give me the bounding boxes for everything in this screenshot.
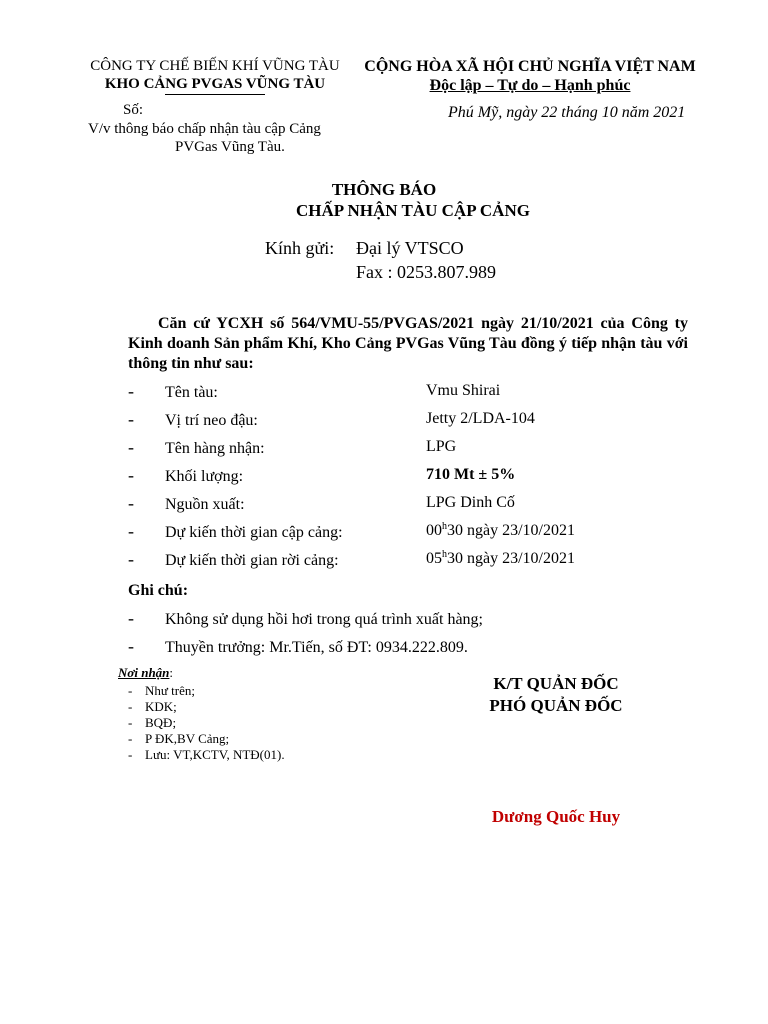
date-line: Phú Mỹ, ngày 22 tháng 10 năm 2021: [448, 104, 686, 121]
bullet-dash: -: [128, 409, 134, 429]
signer-name: Dương Quốc Huy: [491, 807, 621, 826]
detail-value: 710 Mt ± 5%: [426, 466, 516, 483]
bullet-dash: -: [128, 437, 134, 457]
signature-title-2: PHÓ QUẢN ĐỐC: [489, 696, 623, 715]
national-motto-text: Độc lập – Tự do – Hạnh phúc: [429, 77, 631, 94]
notes-text: Thuyền trưởng: Mr.Tiến, số ĐT: 0934.222.809.: [165, 639, 468, 656]
header-left-divider: [165, 94, 265, 95]
national-motto: [360, 77, 700, 95]
document-number-label: Số:: [123, 102, 144, 118]
signature-title-1: K/T QUẢN ĐỐC: [493, 674, 619, 693]
subject-line-2: PVGas Vũng Tàu.: [175, 139, 285, 155]
recipient-fax: Fax : 0253.807.989: [356, 262, 497, 282]
detail-label: Khối lượng:: [165, 468, 244, 485]
detail-label: Dự kiến thời gian rời cảng:: [165, 552, 339, 569]
recipients-title: [118, 665, 173, 681]
detail-value: [426, 522, 575, 540]
unit-name: KHO CẢNG PVGAS VŨNG TÀU: [104, 76, 326, 92]
detail-value-rest: 30 ngày 23/10/2021: [447, 522, 575, 539]
document-title: THÔNG BÁO: [331, 180, 437, 199]
recipient-label: Kính gửi:: [265, 238, 335, 258]
subject-line-1: V/v thông báo chấp nhận tàu cập Cảng: [88, 121, 321, 137]
company-name: CÔNG TY CHẾ BIẾN KHÍ VŨNG TÀU: [90, 58, 340, 74]
country-name: CỘNG HÒA XÃ HỘI CHỦ NGHĨA VIỆT NAM: [364, 58, 696, 75]
detail-label: Vị trí neo đậu:: [165, 412, 258, 429]
recipient-name: Đại lý VTSCO: [356, 238, 464, 258]
detail-label: Tên tàu:: [165, 384, 218, 401]
bullet-dash: -: [128, 381, 134, 401]
recipient-item-text: Lưu: VT,KCTV, NTĐ(01).: [145, 747, 285, 762]
notes-text: Không sử dụng hồi hơi trong quá trình xuất hàng;: [165, 611, 483, 628]
detail-label: Nguồn xuất:: [165, 496, 245, 513]
detail-value-hour: 00: [426, 522, 442, 539]
detail-value-hour: 05: [426, 550, 442, 567]
recipient-item-text: KDK;: [145, 699, 177, 714]
detail-value: Jetty 2/LDA-104: [426, 410, 535, 427]
recipient-item-text: Như trên;: [145, 683, 196, 698]
body-paragraph: Căn cứ YCXH số 564/VMU-55/PVGAS/2021 ngày 21/10/2021 của Công ty Kinh doanh Sản phẩm Khí, Kho Cảng PVGas Vũng Tàu đồng ý tiếp nhận tàu với thông tin như sau:: [128, 315, 688, 372]
detail-value: [426, 550, 575, 568]
detail-value-hour-mark: h: [442, 549, 447, 560]
detail-value-hour-mark: h: [442, 521, 447, 532]
bullet-dash: -: [128, 636, 134, 656]
bullet-dash: -: [128, 493, 134, 513]
bullet-dash: -: [128, 521, 134, 541]
detail-value: LPG Dinh Cố: [426, 494, 515, 511]
recipient-item: - KDK;: [128, 699, 177, 714]
recipient-item-text: P ĐK,BV Cảng;: [145, 731, 230, 746]
detail-label: Dự kiến thời gian cập cảng:: [165, 524, 343, 541]
notes-title: Ghi chú:: [128, 582, 189, 599]
recipient-item-text: BQĐ;: [145, 715, 177, 730]
recipient-item: - P ĐK,BV Cảng;: [128, 731, 230, 746]
recipient-item: - BQĐ;: [128, 715, 177, 730]
recipients-title-colon: :: [169, 665, 174, 680]
recipient-item: - Lưu: VT,KCTV, NTĐ(01).: [128, 747, 285, 762]
detail-value-rest: 30 ngày 23/10/2021: [447, 550, 575, 567]
bullet-dash: -: [128, 608, 134, 628]
recipients-title-text: Nơi nhận: [118, 665, 170, 680]
document-subtitle: CHẤP NHẬN TÀU CẬP CẢNG: [296, 201, 530, 220]
detail-value: LPG: [426, 438, 457, 455]
recipient-item: - Như trên;: [128, 683, 196, 698]
detail-label: Tên hàng nhận:: [165, 440, 265, 457]
detail-value: Vmu Shirai: [426, 382, 501, 399]
bullet-dash: -: [128, 465, 134, 485]
bullet-dash: -: [128, 549, 134, 569]
